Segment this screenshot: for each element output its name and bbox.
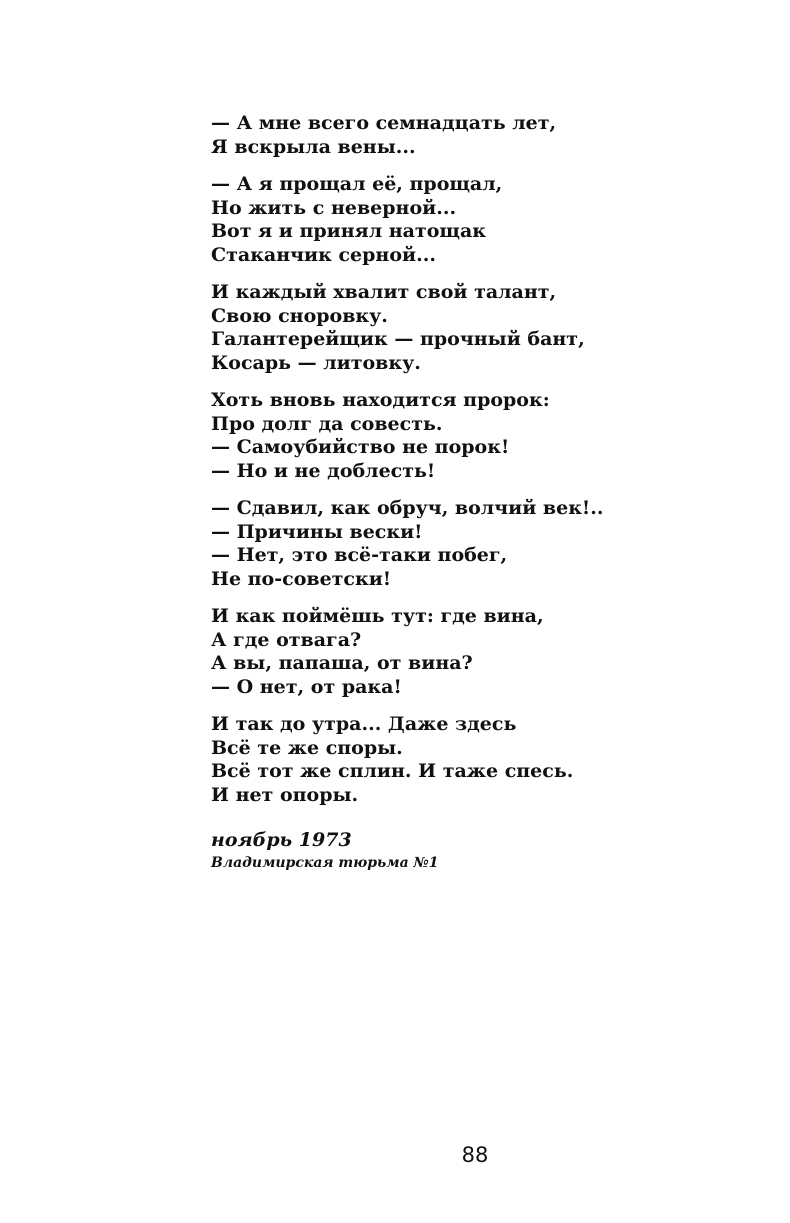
poem-line: Всё тот же сплин. И таже спесь. — [211, 760, 574, 782]
poem-line: — Самоубийство не порок! — [211, 436, 510, 458]
poem-line: — Причины вески! — [211, 520, 423, 543]
poem-line: Не по-советски! — [211, 567, 392, 590]
poem-line: — Сдавил, как обруч, волчий век!.. — [211, 497, 604, 519]
poem-line: Свою сноровку. — [211, 304, 388, 327]
poem-line: А вы, папаша, от вина? — [211, 652, 473, 674]
poem — [211, 112, 631, 873]
poem-line: Стаканчик серной... — [211, 243, 436, 266]
poem-line: — А мне всего семнадцать лет, — [211, 112, 557, 134]
stanza-4 — [211, 389, 631, 483]
poem-line: И так до утра... Даже здесь — [211, 713, 517, 735]
poem-line: — О нет, от рака! — [211, 675, 402, 698]
poem-line: И как поймёшь тут: где вина, — [211, 605, 544, 627]
stanza-5 — [211, 497, 631, 591]
poem-line: Про долг да совесть. — [211, 412, 443, 435]
poem-line: И нет опоры. — [211, 783, 359, 806]
stanza-2 — [211, 173, 631, 267]
poem-line: Всё те же споры. — [211, 736, 403, 759]
page-number: 88 — [461, 1143, 489, 1167]
poem-line: Я вскрыла вены... — [211, 135, 416, 158]
poem-signature — [211, 827, 631, 873]
poem-line: А где отвага? — [211, 628, 362, 651]
signature-date: ноябрь 1973 — [211, 829, 352, 851]
poem-line: — А я прощал её, прощал, — [211, 173, 503, 195]
poem-line: — Нет, это всё-таки побег, — [211, 544, 508, 566]
poem-line: Но жить с неверной... — [211, 196, 457, 219]
stanza-6 — [211, 605, 631, 699]
poem-line: Галантерейщик — прочный бант, — [211, 328, 585, 350]
stanza-3 — [211, 281, 631, 375]
stanza-7 — [211, 713, 631, 807]
poem-line: Вот я и принял натощак — [211, 220, 486, 242]
poem-line: Хоть вновь находится пророк: — [211, 389, 550, 411]
poem-line: — Но и не доблесть! — [211, 459, 436, 482]
signature-place: Владимирская тюрьма №1 — [211, 855, 439, 871]
stanza-1 — [211, 112, 631, 159]
poem-line: И каждый хвалит свой талант, — [211, 281, 557, 303]
poem-line: Косарь — литовку. — [211, 351, 421, 374]
